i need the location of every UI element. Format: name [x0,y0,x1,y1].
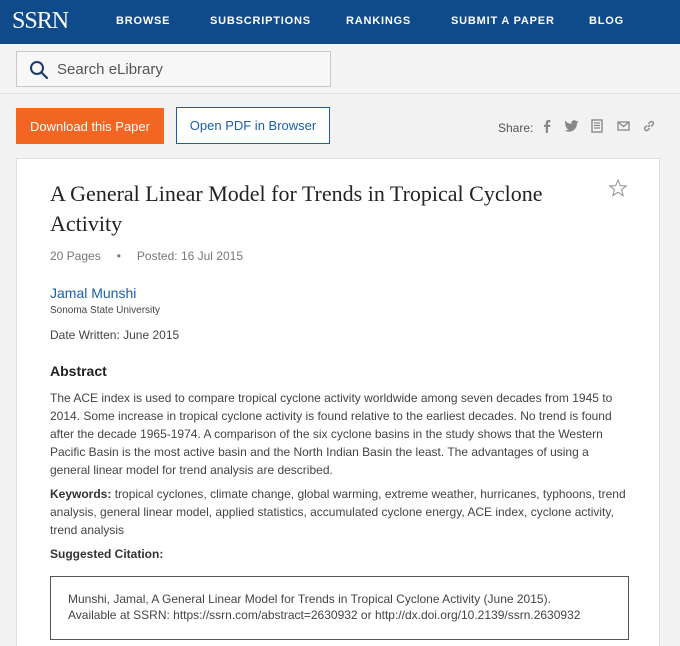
link-icon[interactable] [642,119,656,133]
email-icon[interactable] [617,119,630,133]
ssrn-logo[interactable]: SSRN [12,8,69,34]
nav-subscriptions[interactable]: SUBSCRIPTIONS [210,15,311,27]
paper-meta [50,249,243,263]
meta-separator: • [116,249,121,263]
star-icon[interactable] [609,179,627,197]
citation-box [50,576,629,640]
paper-title: A General Linear Model for Trends in Tropical Cyclone Activity [50,181,543,236]
abstract-text: The ACE index is used to compare tropical cyclone activity worldwide among seven decades from 1945 to 2014. Some increase in tropical cyclone activity is found relative to the earliest decades. No trend is found after the decade 1965-1974. A comparison of the six cyclone basins in the study shows that the Western Pacific Basin is the most active basin and the North Indian Basin the least. The advantages of using a general linear model for trend analysis are described. [50,391,613,477]
search-input[interactable] [57,52,325,86]
posted-date: Posted: 16 Jul 2015 [136,249,243,263]
document-icon[interactable] [591,119,603,133]
author-link[interactable]: Jamal Munshi [50,285,137,301]
citation-line-1: Munshi, Jamal, A General Linear Model for Trends in Tropical Cyclone Activity (June 2015). [68,592,551,606]
date-written: Date Written: June 2015 [50,328,180,342]
search-icon[interactable] [29,60,49,80]
search-box[interactable] [16,51,331,87]
keywords-label: Keywords: [50,487,112,501]
citation-label: Suggested Citation: [50,547,164,561]
nav-submit-paper[interactable]: SUBMIT A PAPER [451,15,555,27]
twitter-icon[interactable] [564,119,579,133]
keywords-text: tropical cyclones, climate change, global warming, extreme weather, hurricanes, typhoons, trend analysis, general linear model, applied statistics, accumulated cyclone energy, ACE index, cyclone activity, trend analysis [50,487,626,537]
paper-card [16,158,660,646]
page-count: 20 Pages [50,249,101,263]
keywords [50,485,630,539]
nav-rankings[interactable]: RANKINGS [346,15,412,27]
download-paper-button[interactable]: Download this Paper [16,108,164,144]
open-pdf-button[interactable]: Open PDF in Browser [176,107,330,144]
facebook-icon[interactable] [540,119,554,133]
abstract-heading: Abstract [50,363,107,379]
search-band [0,44,680,94]
share-label: Share: [498,121,534,135]
nav-browse[interactable]: BROWSE [116,15,171,27]
citation-line-2: Available at SSRN: https://ssrn.com/abstract=2630932 or http://dx.doi.org/10.2139/ssrn.2630932 [68,608,581,622]
top-nav [0,0,680,44]
author-affiliation: Sonoma State University [50,305,161,316]
nav-blog[interactable]: BLOG [589,15,624,27]
